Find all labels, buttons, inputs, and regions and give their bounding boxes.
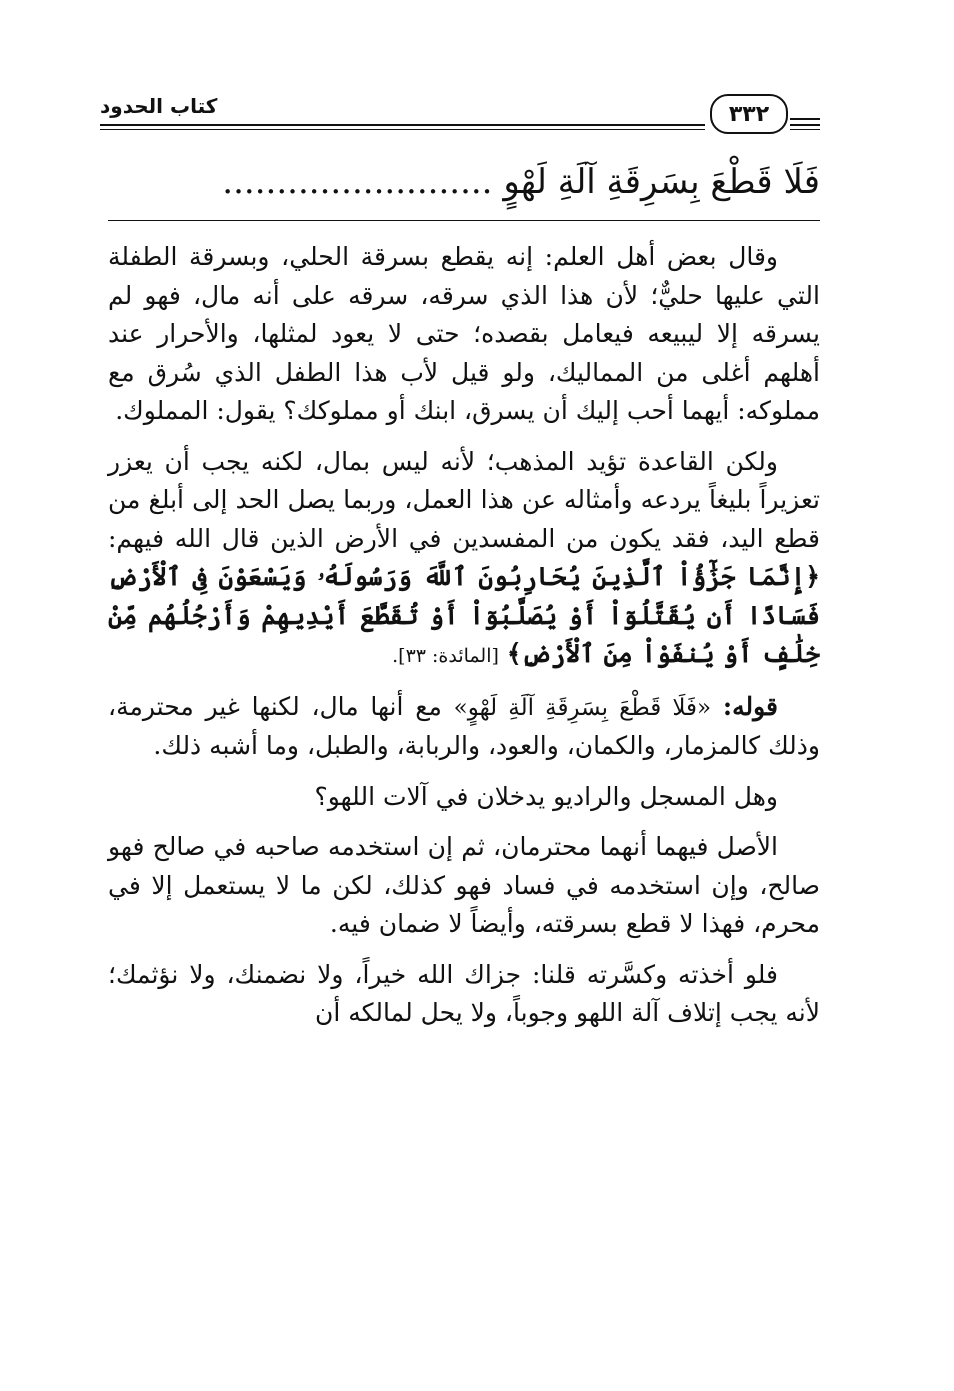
matn-dots: ......................... — [222, 162, 493, 202]
matn-rule — [108, 220, 820, 221]
paragraph-3 — [108, 688, 820, 766]
matn-quote: «فَلَا قَطْعَ بِسَرِقَةِ آلَةِ لَهْوٍ» — [453, 694, 712, 721]
header-rule — [100, 124, 705, 126]
paragraph-6: فلو أخذته وكسَّرته قلنا: جزاك الله خيراً، ولا نضمنك، ولا نؤثمك؛ لأنه يجب إتلاف آلة اللهو وجوباً، ولا يحل لمالكه أن — [108, 959, 820, 1027]
verse-reference: [المائدة: ٣٣]. — [392, 645, 499, 667]
paragraph-4: وهل المسجل والراديو يدخلان في آلات اللهو؟ — [314, 781, 778, 811]
book-title: كتاب الحدود — [100, 94, 218, 118]
paragraph-2 — [108, 443, 820, 676]
paragraph-1: وقال بعض أهل العلم: إنه يقطع بسرقة الحلي، وبسرقة الطفلة التي عليها حليٌّ؛ لأن هذا الذي سرقه، سرقه على أنه مال، فهو لم يسرقه إلا ليبيعه فيعامل بقصده؛ حتى لا يعود لمثلها، والأحرار عند أهلهم أغلى من المماليك، ولو قيل لأب هذا الطفل الذي سُرق مع مملوكه: أيهما أحب إليك أن يسرق، ابنك أو مملوكك؟ يقول: المملوك. — [108, 242, 820, 425]
header-rule-thin — [100, 129, 705, 130]
header-rule-right-2 — [790, 124, 820, 126]
quran-verse: ﴿إِنَّمَا جَزَٰٓؤُاْ ٱلَّذِينَ يُحَارِبُونَ ٱللَّهَ وَرَسُولَهُۥ وَيَسْعَوْنَ فِى ٱلْأَرْضِ فَسَادًا أَن يُقَتَّلُوٓاْ أَوْ يُصَلَّبُوٓاْ أَوْ تُقَطَّعَ أَيْدِيهِمْ وَأَرْجُلُهُم مِّنْ خِلَٰفٍ أَوْ يُنفَوْاْ مِنَ ٱلْأَرْضِ﴾ — [108, 562, 820, 668]
qawluhu-label: قوله: — [722, 691, 778, 721]
paragraph-3-rest: مع أنها مال، لكنها غير محترمة، وذلك كالمزمار، والكمان، والعود، والربابة، والطبل، وما أشبه ذلك. — [108, 691, 820, 760]
page-header — [100, 88, 820, 138]
matn-text: فَلَا قَطْعَ بِسَرِقَةِ آلَةِ لَهْوٍ — [503, 162, 820, 202]
paragraph-5: الأصل فيهما أنهما محترمان، ثم إن استخدمه صاحبه في صالح فهو صالح، وإن استخدمه في فساد فهو كذلك، لكن ما لا يستعمل إلا في محرم، فهذا لا قطع بسرقته، وأيضاً لا ضمان فيه. — [108, 832, 820, 938]
page-number: ٣٣٢ — [710, 94, 788, 134]
header-rule-right — [790, 118, 820, 120]
matn-line — [108, 152, 820, 212]
header-rule-right-3 — [790, 129, 820, 130]
commentary-body — [108, 238, 820, 1033]
paragraph-2-intro: ولكن القاعدة تؤيد المذهب؛ لأنه ليس بمال، لكنه يجب أن يعزر تعزيراً بليغاً يردعه وأمثاله عن هذا العمل، وربما يصل الحد إلى أبلغ من قطع اليد، فقد يكون من المفسدين في الأرض الذين قال الله فيهم: — [108, 446, 820, 553]
